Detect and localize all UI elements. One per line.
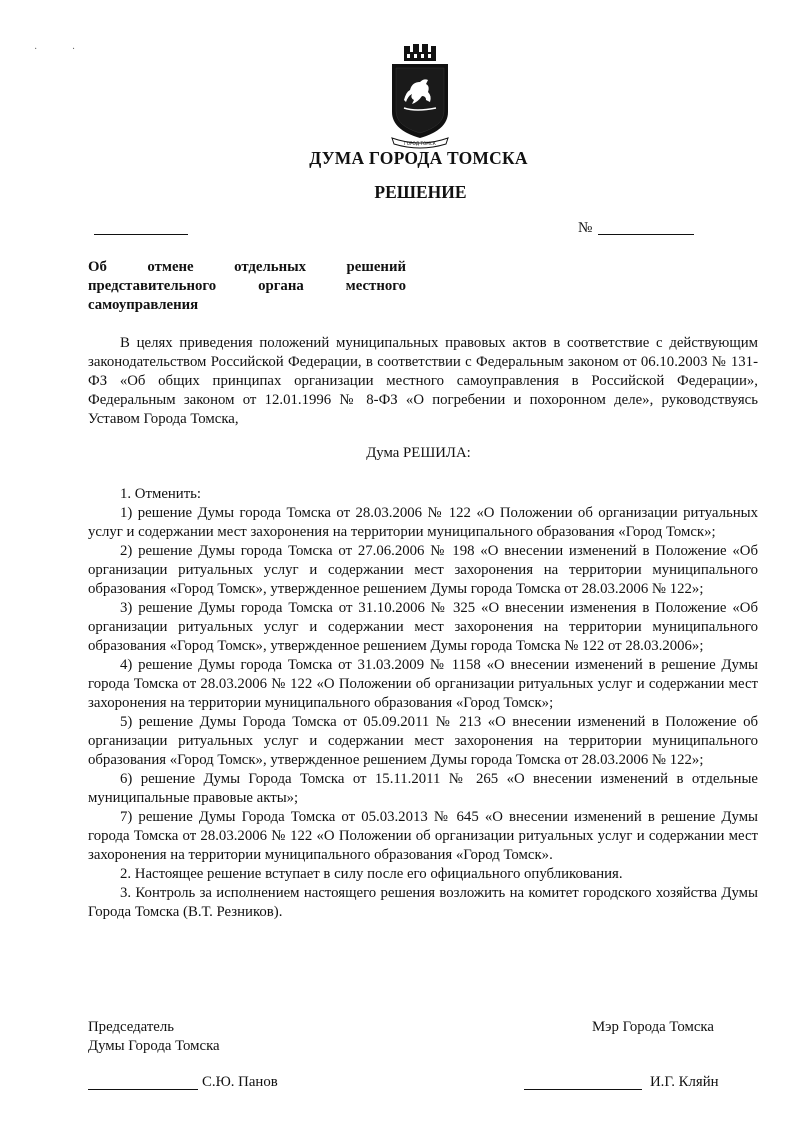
- number-blank-line: [598, 234, 694, 235]
- decision-item: 4) решение Думы города Томска от 31.03.2009 № 1158 «О внесении изменений в решение Думы города Томска от 28.03.2006 № 122 «О Положении об организации ритуальных услуг и содержании мест захоронения на территории муниципального образования «Город Томск»;: [88, 657, 758, 711]
- date-blank-line: [94, 234, 188, 235]
- mayor-name: И.Г. Кляйн: [650, 1074, 719, 1090]
- number-label: №: [578, 220, 593, 236]
- resolved-heading: Дума РЕШИЛА:: [366, 445, 471, 461]
- chairman-title-line-2: Думы Города Томска: [88, 1038, 220, 1054]
- mayor-signature-line: [524, 1089, 642, 1090]
- chairman-title-line-1: Председатель: [88, 1019, 174, 1035]
- decision-item: 3) решение Думы города Томска от 31.10.2006 № 325 «О внесении изменения в Положение «Об организации ритуальных услуг и содержании мест захоронения на территории муниципального образования «Город Томск», утвержденное решением Думы города Томска № 122 от 28.03.2006»;: [88, 600, 758, 654]
- mayor-title: Мэр Города Томска: [592, 1019, 714, 1035]
- decision-item: 2) решение Думы города Томска от 27.06.2006 № 198 «О внесении изменений в Положение «Об организации ритуальных услуг и содержании мест захоронения на территории муниципального образования «Город Томск», утвержденное решением Думы города Томска от 28.03.2006 № 122»;: [88, 543, 758, 597]
- chairman-name: С.Ю. Панов: [202, 1074, 278, 1090]
- preamble: [88, 334, 758, 429]
- decision-items: [88, 485, 758, 922]
- chairman-signature-line: [88, 1089, 198, 1090]
- svg-text:ГОРОД ТОМСК: ГОРОД ТОМСК: [404, 141, 436, 146]
- decision-item: 6) решение Думы Города Томска от 15.11.2011 № 265 «О внесении изменений в отдельные муниципальные правовые акты»;: [88, 771, 758, 806]
- document-type-title: РЕШЕНИЕ: [374, 182, 467, 202]
- decision-item: 7) решение Думы Города Томска от 05.03.2013 № 645 «О внесении изменений в решение Думы города Томска от 28.03.2006 № 122 «О Положении об организации ритуальных услуг и содержании мест захоронения на территории муниципального образования «Город Томск».: [88, 809, 758, 863]
- tomsk-coat-of-arms-icon: [382, 42, 458, 150]
- decision-item: 1. Отменить:: [120, 486, 202, 502]
- subject-line-2: представительного органа местного: [88, 278, 406, 294]
- decision-item: 3. Контроль за исполнением настоящего решения возложить на комитет городского хозяйства Думы Города Томска (В.Т. Резников).: [88, 885, 758, 920]
- preamble-text: В целях приведения положений муниципальных правовых актов в соответствие с действующим законодательством Российской Федерации, в соответствии с Федеральным законом от 06.10.2003 № 131-ФЗ «Об общих принципах организации местного самоуправления в Российской Федерации», Федеральным законом от 12.01.1996 № 8-ФЗ «О погребении и похоронном деле», руководствуясь Уставом Города Томска,: [88, 335, 758, 427]
- scan-specks: · ·: [34, 44, 92, 55]
- subject-line-1: Об отмене отдельных решений: [88, 259, 406, 275]
- document-subject: [88, 258, 406, 315]
- decision-item: 2. Настоящее решение вступает в силу после его официального опубликования.: [120, 866, 623, 882]
- decision-item: 1) решение Думы города Томска от 28.03.2006 № 122 «О Положении об организации ритуальных услуг и содержании мест захоронения на территории муниципального образования «Город Томск»;: [88, 505, 758, 540]
- subject-line-3: самоуправления: [88, 297, 199, 313]
- decision-item: 5) решение Думы Города Томска от 05.09.2011 № 213 «О внесении изменений в Положение об организации ритуальных услуг и содержании мест захоронения на территории муниципального образования «Город Томск», утвержденное решением Думы города Томска от 28.03.2006 № 122»;: [88, 714, 758, 768]
- organization-title: ДУМА ГОРОДА ТОМСКА: [309, 148, 528, 168]
